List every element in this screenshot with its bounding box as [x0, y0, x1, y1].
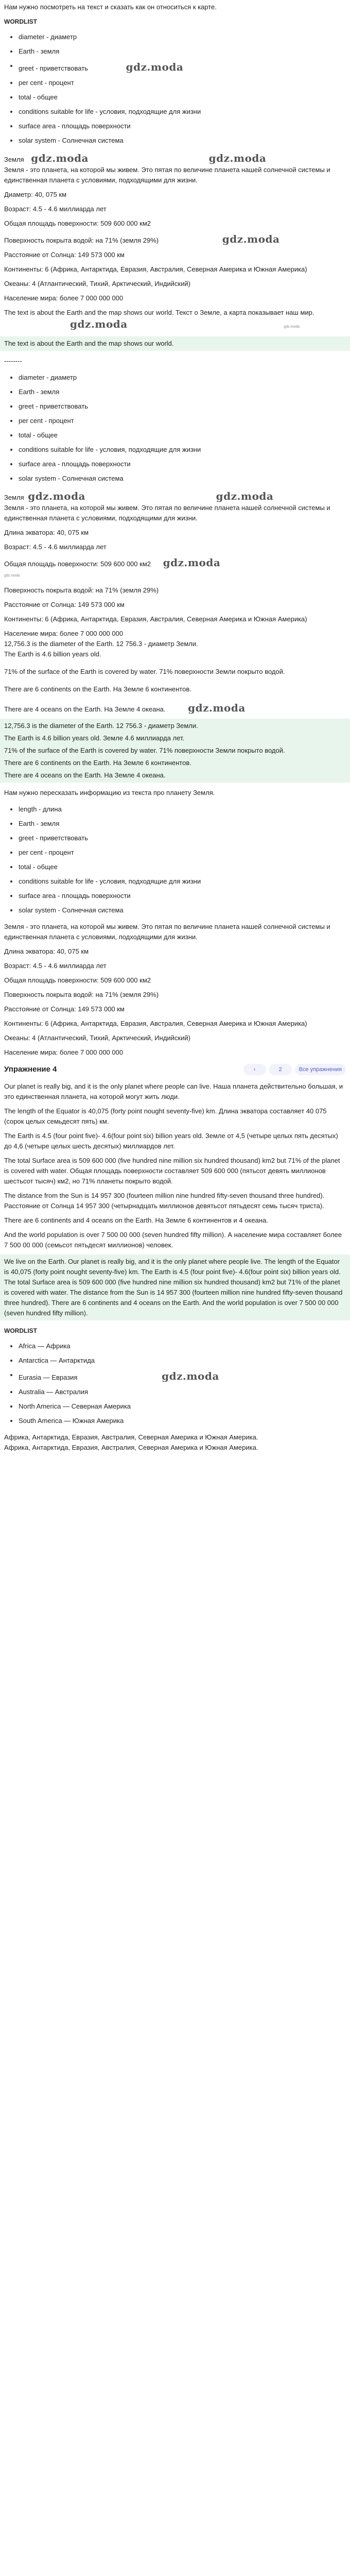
retell-intro: Нам нужно пересказать информацию из текста про планету Земля. [4, 789, 215, 796]
watermark-small: gdz.moda [4, 574, 20, 578]
wordlist-4 [0, 1339, 350, 1428]
intro-text: Нам нужно посмотреть на текст и сказать как он относиться к карте. [4, 3, 217, 11]
answer-highlight-4: We live on the Earth. Our planet is really big, and it is the only planet where people live. The length of the Equator is 40,075 (forty point nought seventy-five) km. The Earth is 4.5 (four point five)- 4.6(four point six) billion years old. The total Surface area is 509 600 000 (five hundred nine million six hundred thousand) km2 but 71% of the planet is covered with water. The distance from the Sun is 14 957 300 (fourteen million nine hundred fifty-seven thousand three hundred). There are 6 continents and 4 oceans on the Earth. And the world population is over 7 500 00 000 (seven hundred fifty million). [0, 1255, 350, 1320]
list-item: greet - приветствовать [10, 831, 350, 845]
list-item: solar system - Солнечная система [10, 903, 350, 918]
dashes: -------- [4, 357, 22, 365]
list-item: South America — Южная Америка [10, 1414, 350, 1428]
list-item: solar system - Солнечная система [10, 133, 350, 148]
list-item: Africa — Африка [10, 1339, 350, 1353]
wordlist-1 [0, 30, 350, 148]
list-item: total - общее [10, 428, 350, 443]
watermark: gdz.moda [163, 556, 221, 569]
watermark: gdz.moda [216, 490, 274, 502]
list-item: per cent - процент [10, 845, 350, 860]
watermark: gdz.moda [28, 490, 86, 502]
list-item: greet - приветствовать [10, 399, 350, 414]
exercise-nav [243, 1064, 346, 1075]
list-item: Earth - земля [10, 44, 350, 59]
earth-block-1: Земля gdz.moda gdz.moda Земля - это планета, на которой мы живем. Это пятая по величине планета нашей солнечной системы и единственная планета с условиями, подходящими для жизни. Диаметр: 40, 075 км Возраст: 4.5 - 4.6 миллиарда лет Общая площадь поверхности: 509 600 000 км2 Поверхность покрыта водой: на 71% (земля 29%) gdz.moda Расстояние от Солнца: 149 573 000 км Континенты: 6 (Африка, Антарктида, Евразия, Австралия, Северная Америка и Южная Америка) Океаны: 4 (Атлантический, Тихий, Арктический, Индийский) Население мира: более 7 000 000 000 The text is about the Earth and the map shows our world. Текст о Земле, а карта показывает наш мир. gdz.moda gdz.moda [0, 152, 350, 332]
list-item: length - длина [10, 802, 350, 817]
list-item: Eurasia — Евразия gdz.moda [10, 1368, 350, 1385]
list-item: per cent - процент [10, 414, 350, 428]
translation-block: Our planet is really big, and it is the only planet where people can live. Наша планета действительно большая, и это единственная планета, на которой могут жить люди. The length of the Equator is 40,075 (forty point nought seventy-five) km. Длина экватора составляет 40 075 (сорок целых семьдесят пять) км. The Earth is 4.5 (four point five)- 4.6(four point six) billion years old. Земле от 4,5 (четыре целых пять десятых) до 4,6 (четыре целых шесть десятых) миллиардов лет. The total Surface area is 509 600 000 (five hundred nine million six hundred thousand) km2 but 71% of the planet is covered with water. Общая площадь поверхности составляет 509 600 000 (пятьсот девять миллионов шестьсот тысяч) км2, но 71% планеты покрыто водой. The distance from the Sun is 14 957 300 (fourteen million nine hundred fifty-seven thousand three hundred). Расстояние от Солнца 14 957 300 (четырнадцать миллионов девятьсот пятьдесят семь тысяч триста). There are 6 continents and 4 oceans on the Earth. На Земле 6 континентов и 4 океана. And the world population is over 7 500 00 000 (seven hundred fifty million). А население мира составляет более 7 500 00 000 (семьсот пятьдесят миллионов) человек. [4, 1082, 343, 1249]
answer-highlight-2: 12,756.3 is the diameter of the Earth. 12 756.3 - диаметр Земли. The Earth is 4.6 billion years old. Земле 4.6 миллиарда лет. 71% of the surface of the Earth is covered by water. 71% поверхности Земли покрыто водой. There are 6 continents on the Earth. На Земле 6 континентов. There are 4 oceans on the Earth. На Земле 4 океана. [0, 719, 350, 783]
list-item: conditions suitable for life - условия, подходящие для жизни [10, 874, 350, 889]
list-item: Earth - земля [10, 385, 350, 399]
watermark: gdz.moda [70, 318, 128, 330]
list-item: Earth - земля [10, 817, 350, 831]
answer-highlight-1: The text is about the Earth and the map shows our world. [0, 336, 350, 351]
list-item: surface area - площадь поверхности [10, 889, 350, 903]
exercise-header [0, 1062, 350, 1077]
wordlist-3 [0, 802, 350, 918]
list-item: diameter - диаметр [10, 30, 350, 44]
list-item: total - общее [10, 90, 350, 105]
watermark: gdz.moda [162, 1370, 219, 1382]
watermark-small: gdz.moda [284, 325, 300, 329]
wordlist-heading: WORDLIST [4, 18, 37, 25]
list-item: Australia — Австралия [10, 1385, 350, 1399]
exercise-number-button[interactable]: 2 [269, 1064, 292, 1075]
list-item: diameter - диаметр [10, 370, 350, 385]
list-item: surface area - площадь поверхности [10, 457, 350, 471]
earth-block-2: Земля gdz.moda gdz.moda Земля - это планета, на которой мы живем. Это пятая по величине планета нашей солнечной системы и единственная планета с условиями, подходящими для жизни. Длина экватора: 40, 075 км Возраст: 4.5 - 4.6 миллиарда лет Общая площадь поверхности: 509 600 000 км2 gdz.moda gdz.moda Поверхность покрыта водой: на 71% (земля 29%) Расстояние от Солнца: 149 573 000 км Континенты: 6 (Африка, Антарктида, Евразия, Австралия, Северная Америка и Южная Америка) Население мира: более 7 000 000 000 12,756.3 is the diameter of the Earth. 12 756.3 - диаметр Земли. The Earth is 4.6 billion years old. 71% of the surface of the Earth is covered by water. 71% поверхности Земли покрыто водой. There are 6 continents on the Earth. На Земле 6 континентов. There are 4 oceans on the Earth. На Земле 4 океана. gdz.moda [4, 490, 330, 714]
all-exercises-button[interactable]: Все упражнения [295, 1064, 346, 1075]
list-item: surface area - площадь поверхности [10, 119, 350, 133]
watermark: gdz.moda [126, 61, 184, 73]
exercise-title: Упражнение 4 [4, 1065, 57, 1074]
prev-exercise-button[interactable]: ‹ [243, 1064, 266, 1075]
watermark: gdz.moda [188, 702, 246, 714]
list-item: conditions suitable for life - условия, подходящие для жизни [10, 105, 350, 119]
list-item: solar system - Солнечная система [10, 471, 350, 486]
watermark: gdz.moda [208, 152, 267, 164]
list-item: total - общее [10, 860, 350, 874]
wordlist-2 [0, 370, 350, 486]
continents-lines: Африка, Антарктида, Евразия, Австралия, Северная Америка и Южная Америка. Африка, Антарктида, Евразия, Австралия, Северная Америка и Южная Америка. [4, 1433, 258, 1451]
list-item: greet - приветствовать gdz.moda [10, 59, 350, 76]
list-item: per cent - процент [10, 76, 350, 90]
watermark: gdz.moda [222, 233, 280, 245]
wordlist-heading-2: WORDLIST [4, 1327, 37, 1334]
watermark: gdz.moda [31, 152, 89, 164]
earth-block-3: Земля - это планета, на которой мы живем. Это пятая по величине планета нашей солнечной системы и единственная планета с условиями, подходящими для жизни. Длина экватора: 40, 075 км Возраст: 4.5 - 4.6 миллиарда лет Общая площадь поверхности: 509 600 000 км2 Поверхность покрыта водой: на 71% (земля 29%) Расстояние от Солнца: 149 573 000 км Континенты: 6 (Африка, Антарктида, Евразия, Австралия, Северная Америка и Южная Америка) Океаны: 4 (Атлантический, Тихий, Арктический, Индийский) Население мира: более 7 000 000 000 [4, 923, 330, 1056]
list-item: Antarctica — Антарктида [10, 1353, 350, 1368]
list-item: conditions suitable for life - условия, подходящие для жизни [10, 443, 350, 457]
list-item: North America — Северная Америка [10, 1399, 350, 1414]
